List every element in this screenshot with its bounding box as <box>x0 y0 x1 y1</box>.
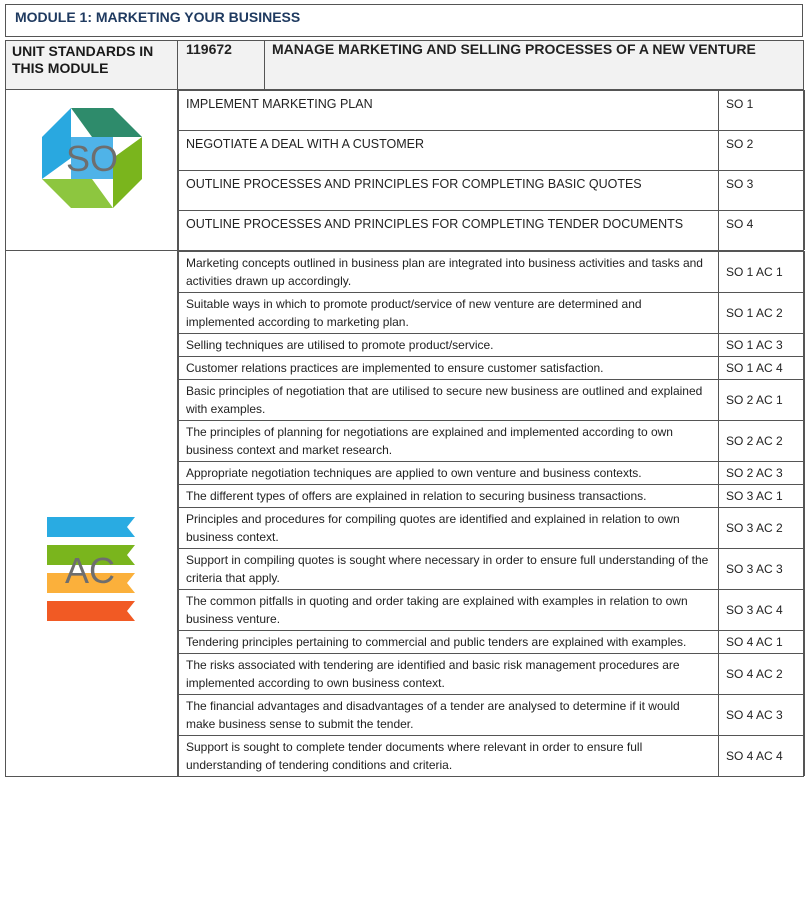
criteria-row-ref: SO 3 AC 2 <box>719 508 805 549</box>
ac-logo-text: AC <box>64 550 116 591</box>
outcome-row-ref: SO 1 <box>719 91 805 131</box>
criteria-row-ref: SO 1 AC 4 <box>719 357 805 380</box>
outcome-row-ref: SO 4 <box>719 211 805 251</box>
criteria-row <box>179 654 805 695</box>
outcome-row <box>179 131 805 171</box>
so-segment-green-dark <box>71 108 142 137</box>
ac-arrows-logo-icon <box>43 513 139 634</box>
criteria-row-ref: SO 4 AC 4 <box>719 736 805 777</box>
outcome-row-text: OUTLINE PROCESSES AND PRINCIPLES FOR COMPLETING TENDER DOCUMENTS <box>179 211 719 251</box>
ac-logo-cell <box>6 251 178 777</box>
criteria-row <box>179 695 805 736</box>
outcome-row-ref: SO 2 <box>719 131 805 171</box>
criteria-row-text: The common pitfalls in quoting and order taking are explained with examples in relation to own business venture. <box>179 590 719 631</box>
specific-outcomes-section <box>6 90 804 251</box>
so-logo-text: SO <box>65 138 119 179</box>
criteria-row <box>179 252 805 293</box>
criteria-row-ref: SO 1 AC 3 <box>719 334 805 357</box>
criteria-row-ref: SO 4 AC 3 <box>719 695 805 736</box>
criteria-row-text: Support in compiling quotes is sought where necessary in order to ensure full understanding of the criteria that apply. <box>179 549 719 590</box>
criteria-row <box>179 549 805 590</box>
outcome-row <box>179 91 805 131</box>
criteria-row <box>179 421 805 462</box>
criteria-row-ref: SO 3 AC 1 <box>719 485 805 508</box>
criteria-row <box>179 736 805 777</box>
criteria-row <box>179 590 805 631</box>
criteria-row-text: Principles and procedures for compiling quotes are identified and explained in relation to own business context. <box>179 508 719 549</box>
outcomes-cell <box>178 90 804 251</box>
criteria-row <box>179 293 805 334</box>
outcome-row-text: IMPLEMENT MARKETING PLAN <box>179 91 719 131</box>
outcome-row-text: OUTLINE PROCESSES AND PRINCIPLES FOR COMPLETING BASIC QUOTES <box>179 171 719 211</box>
so-octagon-logo-svg <box>42 108 142 208</box>
criteria-row <box>179 380 805 421</box>
criteria-row-text: Selling techniques are utilised to promote product/service. <box>179 334 719 357</box>
ac-arrow-orange <box>47 601 135 621</box>
criteria-row <box>179 334 805 357</box>
criteria-row-text: Suitable ways in which to promote product/service of new venture are determined and implemented according to marketing plan. <box>179 293 719 334</box>
criteria-row <box>179 631 805 654</box>
outcomes-list <box>178 90 805 250</box>
so-logo-cell <box>6 90 178 251</box>
criteria-row-ref: SO 2 AC 3 <box>719 462 805 485</box>
criteria-row-ref: SO 3 AC 3 <box>719 549 805 590</box>
unit-standard-header <box>6 41 804 90</box>
unit-standard-code: 119672 <box>178 41 265 90</box>
unit-standard-title: MANAGE MARKETING AND SELLING PROCESSES OF A NEW VENTURE <box>265 41 804 90</box>
criteria-row-ref: SO 2 AC 2 <box>719 421 805 462</box>
criteria-row-text: Basic principles of negotiation that are utilised to secure new business are outlined and explained with examples. <box>179 380 719 421</box>
criteria-row-text: The different types of offers are explained in relation to securing business transactions. <box>179 485 719 508</box>
criteria-row-ref: SO 4 AC 2 <box>719 654 805 695</box>
criteria-row <box>179 508 805 549</box>
criteria-row-ref: SO 4 AC 1 <box>719 631 805 654</box>
criteria-row <box>179 357 805 380</box>
assessment-criteria-section <box>6 251 804 777</box>
criteria-row-ref: SO 3 AC 4 <box>719 590 805 631</box>
criteria-row-ref: SO 1 AC 2 <box>719 293 805 334</box>
criteria-row-text: Marketing concepts outlined in business plan are integrated into business activities and tasks and activities drawn up accordingly. <box>179 252 719 293</box>
criteria-row-text: Support is sought to complete tender documents where relevant in order to ensure full understanding of tendering conditions and criteria. <box>179 736 719 777</box>
ac-arrows-logo-svg <box>43 513 139 629</box>
criteria-row-ref: SO 2 AC 1 <box>719 380 805 421</box>
so-octagon-logo-icon <box>42 108 142 213</box>
criteria-list <box>178 251 805 776</box>
outcome-row <box>179 211 805 251</box>
module-title: MODULE 1: MARKETING YOUR BUSINESS <box>5 4 803 37</box>
criteria-row-text: The risks associated with tendering are identified and basic risk management procedures are implemented according to own business context. <box>179 654 719 695</box>
so-segment-lime <box>42 179 113 208</box>
module-table <box>5 40 804 777</box>
outcome-row-ref: SO 3 <box>719 171 805 211</box>
criteria-row-text: The financial advantages and disadvantages of a tender are analysed to determine if it would make business sense to submit the tender. <box>179 695 719 736</box>
criteria-row-text: Appropriate negotiation techniques are applied to own venture and business contexts. <box>179 462 719 485</box>
outcome-row <box>179 171 805 211</box>
criteria-row <box>179 485 805 508</box>
outcome-row-text: NEGOTIATE A DEAL WITH A CUSTOMER <box>179 131 719 171</box>
criteria-row-text: Customer relations practices are implemented to ensure customer satisfaction. <box>179 357 719 380</box>
criteria-row-text: Tendering principles pertaining to commercial and public tenders are explained with examples. <box>179 631 719 654</box>
ac-arrow-blue <box>47 517 135 537</box>
criteria-cell <box>178 251 804 777</box>
criteria-row-ref: SO 1 AC 1 <box>719 252 805 293</box>
criteria-row-text: The principles of planning for negotiations are explained and implemented according to own business context and market research. <box>179 421 719 462</box>
unit-standards-label: UNIT STANDARDS IN THIS MODULE <box>6 41 178 90</box>
criteria-row <box>179 462 805 485</box>
